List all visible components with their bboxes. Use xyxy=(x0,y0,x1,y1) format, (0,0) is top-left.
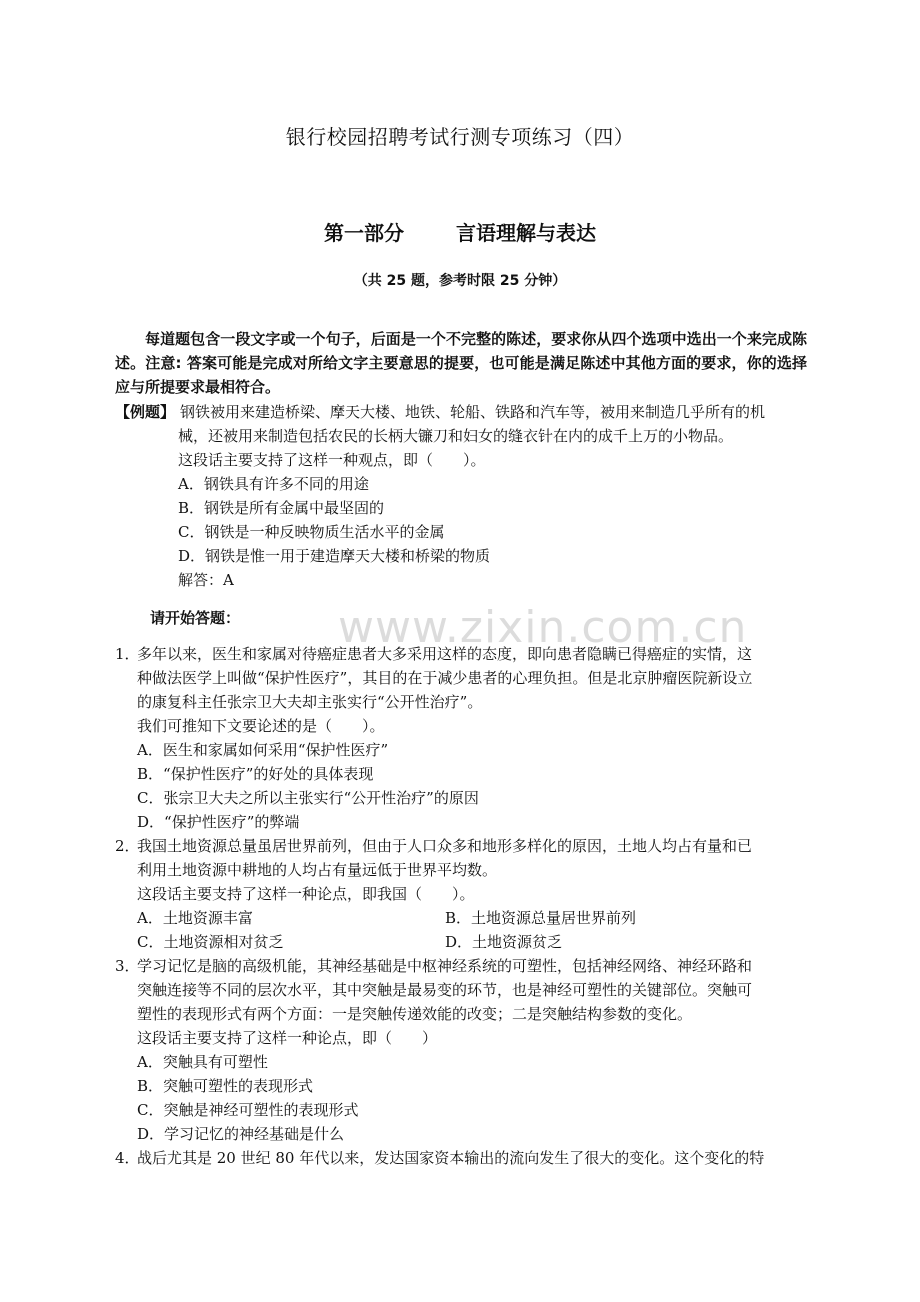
section-part: 第一部分 xyxy=(324,221,404,245)
question-text-line: 学习记忆是脑的高级机能，其神经基础是中枢神经系统的可塑性，包括神经网络、神经环路和 xyxy=(137,957,753,975)
example-tag: 【例题】 xyxy=(115,403,176,421)
question-text-line: 塑性的表现形式有两个方面：一是突触传递效能的改变；二是突触结构参数的变化。 xyxy=(137,1005,693,1023)
question-text-line: 战后尤其是 20 世纪 80 年代以来，发达国家资本输出的流向发生了很大的变化。这个变化的特 xyxy=(137,1149,765,1167)
question-text-line: 种做法医学上叫做“保护性医疗”，其目的在于减少患者的心理负担。但是北京肿瘤医院新设立 xyxy=(137,669,753,687)
example-option: D．钢铁是惟一用于建造摩天大楼和桥梁的物质 xyxy=(178,547,491,565)
section-name: 言语理解与表达 xyxy=(456,221,596,245)
option-c: C．土地资源相对贫乏 xyxy=(137,933,284,951)
question-number: 1． xyxy=(115,645,140,663)
start-label: 请开始答题： xyxy=(150,609,241,627)
question-text-line: 的康复科主任张宗卫大夫却主张实行“公开性治疗”。 xyxy=(137,693,483,711)
section-heading xyxy=(0,217,920,246)
question-text-line: 我国土地资源总量虽居世界前列，但由于人口众多和地形多样化的原因，土地人均占有量和已 xyxy=(137,837,753,855)
question-number: 2． xyxy=(115,837,140,855)
example-answer: 解答：A xyxy=(178,571,234,589)
option-b: B．土地资源总量居世界前列 xyxy=(445,909,637,927)
option-a: A．医生和家属如何采用“保护性医疗” xyxy=(137,741,389,759)
question-prompt: 这段话主要支持了这样一种论点，即我国（ ）。 xyxy=(137,885,475,903)
option-d: D．土地资源贫乏 xyxy=(445,933,563,951)
document-title: 银行校园招聘考试行测专项练习（四） xyxy=(285,125,635,149)
question-text-line: 多年以来，医生和家属对待癌症患者大多采用这样的态度，即向患者隐瞒已得癌症的实情，这 xyxy=(137,645,753,663)
option-d: D．学习记忆的神经基础是什么 xyxy=(137,1125,345,1143)
example-question: 这段话主要支持了这样一种观点，即（ ）。 xyxy=(178,451,486,469)
option-a: A．土地资源丰富 xyxy=(137,909,253,927)
section-subtitle: （共 25 题，参考时限 25 分钟） xyxy=(353,273,567,289)
example-option: C．钢铁是一种反映物质生活水平的金属 xyxy=(178,523,445,541)
option-c: C．突触是神经可塑性的表现形式 xyxy=(137,1101,359,1119)
question-number: 3． xyxy=(115,957,140,975)
option-a: A．突触具有可塑性 xyxy=(137,1053,268,1071)
watermark: www.zixin.com.cn xyxy=(338,602,748,653)
question-prompt: 我们可推知下文要论述的是（ ）。 xyxy=(137,717,385,735)
example-option: B．钢铁是所有金属中最坚固的 xyxy=(178,499,385,517)
example-text-line: 钢铁被用来建造桥梁、摩天大楼、地铁、轮船、铁路和汽车等，被用来制造几乎所有的机 xyxy=(180,403,766,421)
question-prompt: 这段话主要支持了这样一种论点，即（ ） xyxy=(137,1029,438,1047)
option-b: B．突触可塑性的表现形式 xyxy=(137,1077,314,1095)
question-number: 4． xyxy=(115,1149,140,1167)
question-text-line: 突触连接等不同的层次水平，其中突触是最易变的环节，也是神经可塑性的关键部位。突触可 xyxy=(137,981,753,999)
example-text-line: 械，还被用来制造包括农民的长柄大镰刀和妇女的缝衣针在内的成千上万的小物品。 xyxy=(178,427,734,445)
instructions xyxy=(115,327,807,399)
option-b: B．“保护性医疗”的好处的具体表现 xyxy=(137,765,374,783)
instructions-text: 每道题包含一段文字或一个句子，后面是一个不完整的陈述，要求你从四个选项中选出一个来完成陈述。注意: 答案可能是完成对所给文字主要意思的提要，也可能是满足陈述中其他方面的要求，你的选择应与所提要求最相符合。 xyxy=(115,330,807,396)
example-option: A．钢铁具有许多不同的用途 xyxy=(178,475,369,493)
option-d: D．“保护性医疗”的弊端 xyxy=(137,813,300,831)
option-c: C．张宗卫大夫之所以主张实行“公开性治疗”的原因 xyxy=(137,789,479,807)
question-text-line: 利用土地资源中耕地的人均占有量远低于世界平均数。 xyxy=(137,861,498,879)
